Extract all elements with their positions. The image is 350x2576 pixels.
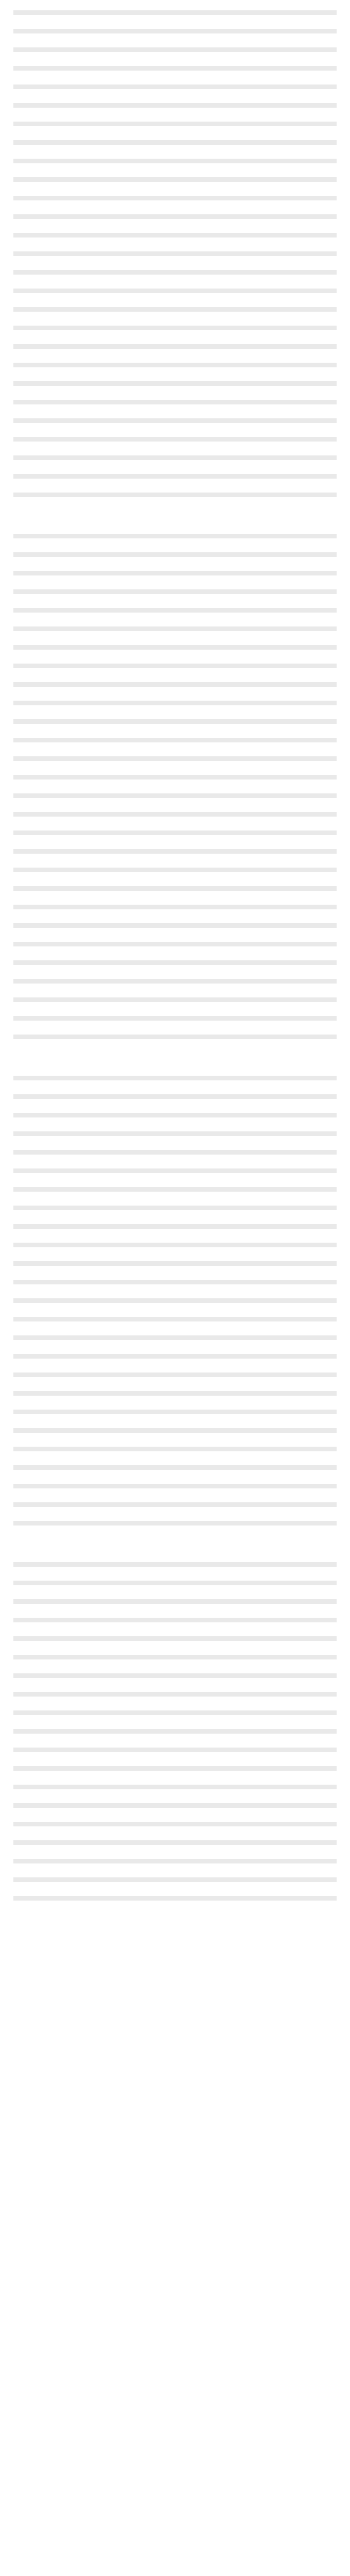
paragraph <box>13 738 337 749</box>
paragraph <box>13 1372 337 1384</box>
paragraph <box>13 159 337 170</box>
closing-line <box>13 1923 337 1934</box>
paragraph <box>13 1298 337 1310</box>
paragraph <box>13 1710 337 1722</box>
paragraph <box>13 812 337 823</box>
paragraph <box>13 474 337 485</box>
paragraph <box>13 923 337 935</box>
paragraph <box>13 793 337 805</box>
paragraph <box>13 1673 337 1685</box>
paragraph <box>13 1113 337 1124</box>
paragraph <box>13 1502 337 1514</box>
paragraph <box>13 418 337 430</box>
paragraph <box>13 1187 337 1198</box>
paragraph <box>13 608 337 619</box>
paragraph <box>13 326 337 337</box>
paragraph <box>13 400 337 411</box>
paragraph <box>13 571 337 582</box>
paragraph <box>13 10 337 22</box>
paragraph <box>13 455 337 467</box>
paragraph <box>13 1785 337 1796</box>
paragraph <box>13 831 337 842</box>
paragraph <box>13 1391 337 1402</box>
paragraph <box>13 363 337 374</box>
paragraph <box>13 1428 337 1439</box>
paragraph <box>13 214 337 226</box>
paragraph <box>13 381 337 393</box>
paragraph <box>13 251 337 263</box>
section-separator <box>13 1053 337 1064</box>
paragraph <box>13 1076 337 1087</box>
paragraph <box>13 1410 337 1421</box>
paragraph <box>13 1748 337 1759</box>
paragraph-list <box>13 10 337 1907</box>
paragraph <box>13 103 337 114</box>
paragraph <box>13 1168 337 1180</box>
paragraph <box>13 552 337 564</box>
paragraph <box>13 701 337 712</box>
paragraph <box>13 140 337 151</box>
paragraph <box>13 1206 337 1217</box>
paragraph <box>13 645 337 656</box>
paragraph <box>13 233 337 244</box>
paragraph <box>13 1729 337 1740</box>
paragraph <box>13 437 337 448</box>
paragraph <box>13 29 337 40</box>
paragraph <box>13 1599 337 1611</box>
paragraph <box>13 289 337 300</box>
paragraph <box>13 534 337 545</box>
paragraph <box>13 493 337 504</box>
paragraph <box>13 1016 337 1027</box>
paragraph <box>13 997 337 1009</box>
paragraph <box>13 682 337 693</box>
paragraph <box>13 1521 337 1532</box>
paragraph <box>13 664 337 675</box>
paragraph <box>13 47 337 59</box>
paragraph <box>13 1484 337 1495</box>
paragraph <box>13 756 337 768</box>
paragraph <box>13 1618 337 1629</box>
paragraph <box>13 1465 337 1477</box>
paragraph <box>13 1840 337 1852</box>
paragraph <box>13 1335 337 1347</box>
paragraph <box>13 905 337 916</box>
paragraph <box>13 177 337 189</box>
paragraph <box>13 868 337 879</box>
paragraph <box>13 1224 337 1235</box>
paragraph <box>13 1447 337 1458</box>
paragraph <box>13 1280 337 1291</box>
paragraph <box>13 1150 337 1161</box>
paragraph <box>13 1094 337 1106</box>
paragraph <box>13 775 337 786</box>
paragraph <box>13 1261 337 1273</box>
section-separator <box>13 511 337 522</box>
paragraph <box>13 307 337 318</box>
paragraph <box>13 1317 337 1328</box>
paragraph <box>13 1035 337 1046</box>
paragraph <box>13 84 337 96</box>
paragraph <box>13 1636 337 1648</box>
paragraph <box>13 1896 337 1907</box>
paragraph <box>13 886 337 897</box>
paragraph <box>13 719 337 731</box>
paragraph <box>13 1243 337 1254</box>
paragraph <box>13 1692 337 1703</box>
paragraph <box>13 960 337 972</box>
paragraph <box>13 942 337 953</box>
paragraph <box>13 1766 337 1777</box>
paragraph <box>13 1581 337 1592</box>
paragraph <box>13 849 337 860</box>
paragraph <box>13 1803 337 1815</box>
paragraph <box>13 1354 337 1365</box>
paragraph <box>13 1859 337 1870</box>
paragraph <box>13 1877 337 1889</box>
paragraph <box>13 270 337 281</box>
paragraph <box>13 66 337 77</box>
paragraph <box>13 1655 337 1666</box>
paragraph <box>13 1562 337 1573</box>
paragraph <box>13 344 337 355</box>
section-separator <box>13 1539 337 1551</box>
paragraph <box>13 122 337 133</box>
paragraph <box>13 1822 337 1833</box>
paragraph <box>13 626 337 638</box>
paragraph <box>13 1131 337 1143</box>
paragraph <box>13 196 337 207</box>
paragraph <box>13 589 337 601</box>
paragraph <box>13 979 337 990</box>
